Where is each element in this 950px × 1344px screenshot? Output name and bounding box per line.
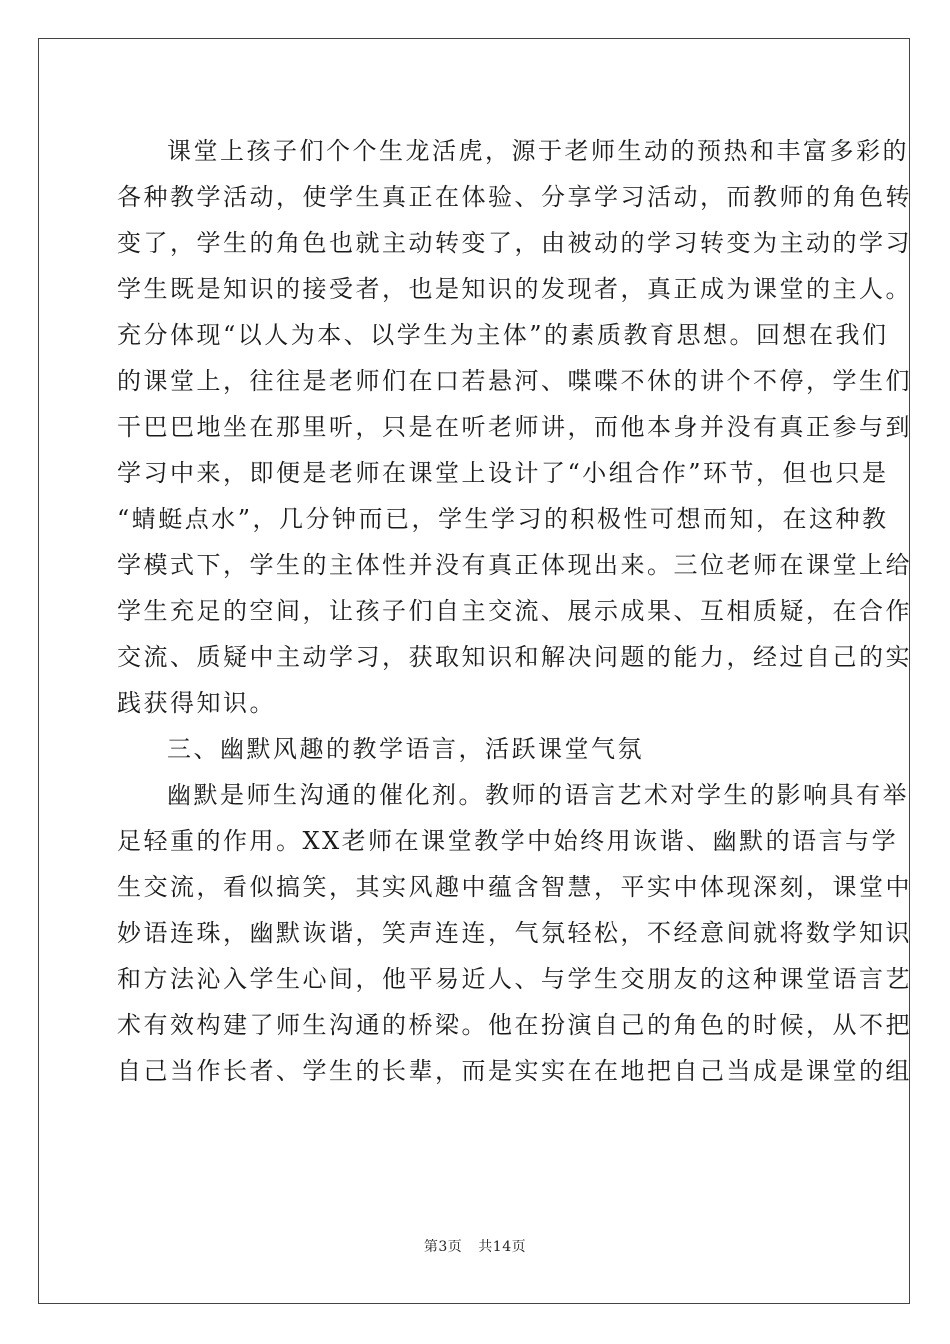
text-line: 足轻重的作用。XX老师在课堂教学中始终用诙谐、幽默的语言与学 xyxy=(117,827,899,855)
text-line: 充分体现“以人为本、以学生为主体”的素质教育思想。回想在我们 xyxy=(117,321,889,349)
text-line: 学模式下，学生的主体性并没有真正体现出来。三位老师在课堂上给 xyxy=(117,551,912,579)
text-line: 生交流，看似搞笑，其实风趣中蕴含智慧，平实中体现深刻，课堂中 xyxy=(117,873,912,901)
text-line: 变了，学生的角色也就主动转变了，由被动的学习转变为主动的学习 xyxy=(117,229,912,257)
text-line: 学生既是知识的接受者，也是知识的发现者，真正成为课堂的主人。 xyxy=(117,275,912,303)
text-line: 各种教学活动，使学生真正在体验、分享学习活动，而教师的角色转 xyxy=(117,183,912,211)
text-line: “蜻蜓点水”，几分钟而已，学生学习的积极性可想而知，在这种教 xyxy=(117,505,889,533)
text-line: 的课堂上，往往是老师们在口若悬河、喋喋不休的讲个不停，学生们 xyxy=(117,367,912,395)
text-line: 课堂上孩子们个个生龙活虎，源于老师生动的预热和丰富多彩的 xyxy=(167,137,909,165)
text-line: 交流、质疑中主动学习，获取知识和解决问题的能力，经过自己的实 xyxy=(117,643,912,671)
text-line: 三、幽默风趣的教学语言，活跃课堂气氛 xyxy=(167,735,644,763)
text-line: 术有效构建了师生沟通的桥梁。他在扮演自己的角色的时候，从不把 xyxy=(117,1011,912,1039)
document-body xyxy=(117,128,912,1094)
page-total: 共14页 xyxy=(478,1239,527,1255)
text-line: 践获得知识。 xyxy=(117,689,276,717)
text-line: 自己当作长者、学生的长辈，而是实实在在地把自己当成是课堂的组 xyxy=(117,1057,912,1085)
text-line: 和方法沁入学生心间，他平易近人、与学生交朋友的这种课堂语言艺 xyxy=(117,965,912,993)
page-number: 第3页 xyxy=(423,1239,463,1255)
page-footer xyxy=(0,1236,950,1256)
text-line: 妙语连珠，幽默诙谐，笑声连连，气氛轻松，不经意间就将数学知识 xyxy=(117,919,912,947)
text-line: 幽默是师生沟通的催化剂。教师的语言艺术对学生的影响具有举 xyxy=(167,781,909,809)
text-line: 学习中来，即便是老师在课堂上设计了“小组合作”环节，但也只是 xyxy=(117,459,889,487)
text-line: 学生充足的空间，让孩子们自主交流、展示成果、互相质疑，在合作 xyxy=(117,597,912,625)
text-line: 干巴巴地坐在那里听，只是在听老师讲，而他本身并没有真正参与到 xyxy=(117,413,912,441)
